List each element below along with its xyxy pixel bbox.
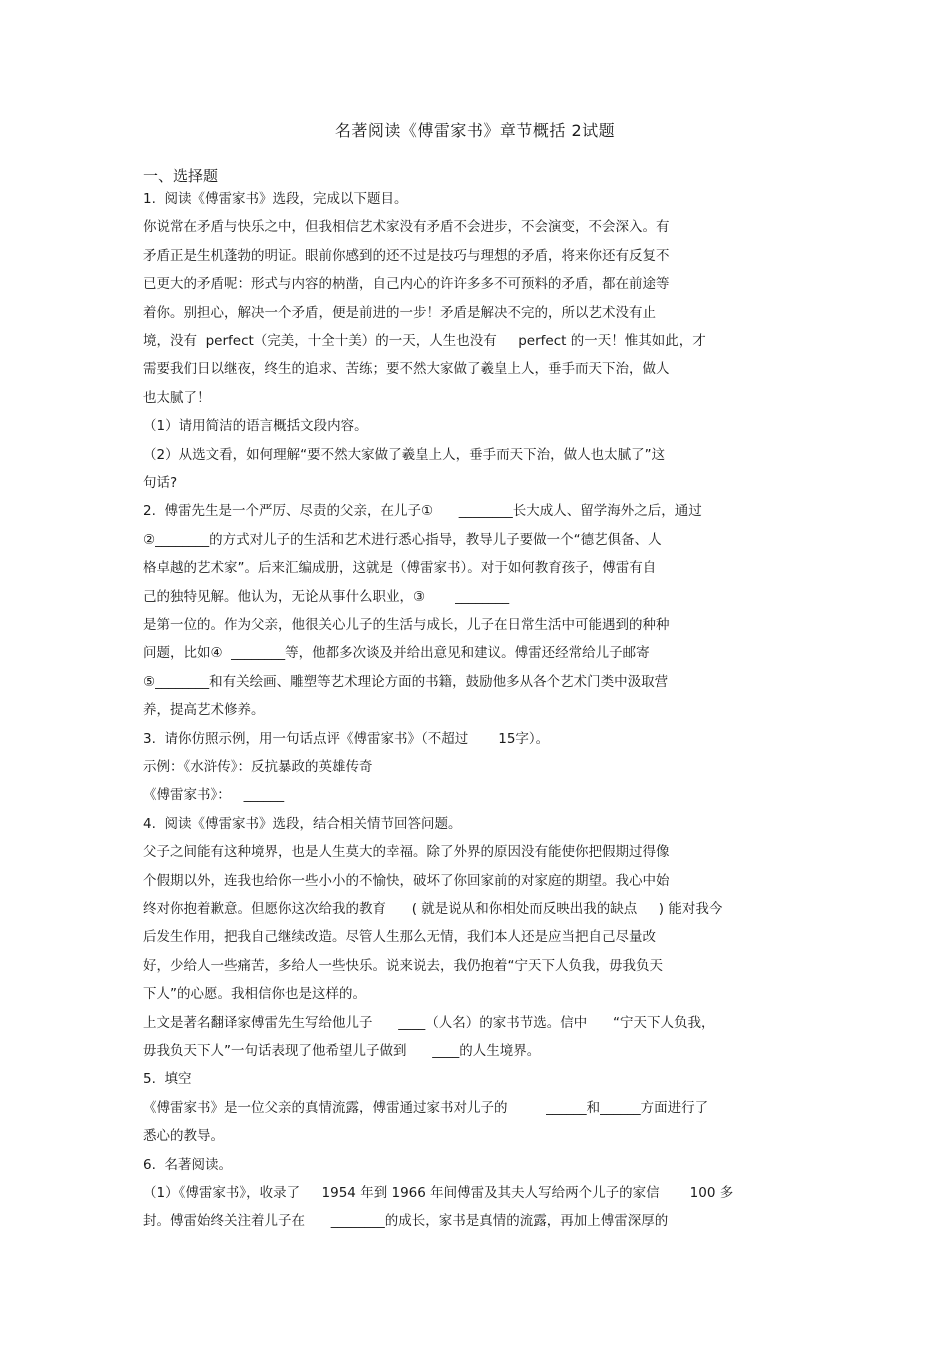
- text-line: 《傅雷家书》： ______: [143, 787, 285, 804]
- text-line: 好，少给人一些痛苦，多给人一些快乐。说来说去，我仍抱着“宁天下人负我，毋我负天: [143, 957, 663, 974]
- text-line: 终对你抱着歉意。但愿你这次给我的教育 ( 就是说从和你相处而反映出我的缺点 ) 能对我今: [143, 901, 723, 917]
- text-line: （1）《傅雷家书》，收录了 1954 年到 1966 年间傅雷及其夫人写给两个儿子的家信 100 多: [143, 1185, 734, 1201]
- section-heading: 一、选择题: [143, 167, 219, 185]
- text-line: 1. 阅读《傅雷家书》选段，完成以下题目。: [143, 191, 408, 207]
- text-line: 句话?: [143, 475, 178, 491]
- text-line: 下人”的心愿。我相信你也是这样的。: [143, 986, 366, 1003]
- text-line: 后发生作用，把我自己继续改造。尽管人生那么无情，我们本人还是应当把自己尽量改: [143, 929, 656, 946]
- text-line: 悉心的教导。: [143, 1128, 224, 1145]
- text-line: 示例：《水浒传》：反抗暴政的英雄传奇: [143, 759, 373, 775]
- page-title: 名著阅读《傅雷家书》章节概括 2试题: [334, 121, 616, 140]
- text-line: 2. 傅雷先生是一个严厉、尽责的父亲，在儿子① ________长大成人、留学海外之后，通过: [143, 503, 702, 520]
- text-line: 境，没有 perfect（完美，十全十美）的一天，人生也没有 perfect 的一天！惟其如此，才: [143, 333, 706, 349]
- text-line: 格卓越的艺术家”。后来汇编成册，这就是（傅雷家书）。对于如何教育孩子，傅雷有自: [143, 560, 657, 577]
- text-line: 3. 请你仿照示例，用一句话点评《傅雷家书》（不超过 15字）。: [143, 730, 550, 747]
- text-line: 你说常在矛盾与快乐之中，但我相信艺术家没有矛盾不会进步，不会演变，不会深入。有: [143, 219, 670, 236]
- text-line: 《傅雷家书》是一位父亲的真情流露，傅雷通过家书对儿子的 ______和______方面进行了: [143, 1099, 709, 1116]
- text-line: 问题，比如④ ________等，他都多次谈及并给出意见和建议。傅雷还经常给儿子邮寄: [143, 645, 650, 662]
- text-line: （1）请用简洁的语言概括文段内容。: [143, 418, 368, 435]
- text-line: 毋我负天下人”一句话表现了他希望儿子做到 ____的人生境界。: [143, 1043, 541, 1059]
- text-line: 需要我们日以继夜，终生的追求、苦练；要不然大家做了羲皇上人，垂手而天下治，做人: [143, 361, 670, 378]
- text-line: 是第一位的。作为父亲，他很关心儿子的生活与成长，儿子在日常生活中可能遇到的种种: [143, 617, 670, 633]
- text-line: 也太腻了！: [143, 389, 211, 406]
- text-line: 4. 阅读《傅雷家书》选段，结合相关情节回答问题。: [143, 815, 462, 832]
- text-line: ⑤________和有关绘画、雕塑等艺术理论方面的书籍，鼓励他多从各个艺术门类中汲取营: [143, 673, 669, 690]
- text-line: 着你。别担心，解决一个矛盾，便是前进的一步！矛盾是解决不完的，所以艺术没有止: [143, 304, 656, 321]
- text-line: 已更大的矛盾呢：形式与内容的枘凿，自己内心的许许多多不可预料的矛盾，都在前途等: [143, 276, 670, 293]
- text-line: （2）从选文看，如何理解“要不然大家做了羲皇上人，垂手而天下治，做人也太腻了”这: [143, 446, 666, 463]
- text-line: 5. 填空: [143, 1071, 192, 1088]
- text-line: 己的独特见解。他认为，无论从事什么职业，③ ________: [143, 588, 510, 605]
- text-line: 父子之间能有这种境界，也是人生莫大的幸福。除了外界的原因没有能使你把假期过得像: [143, 844, 670, 861]
- text-line: 封。傅雷始终关注着儿子在 ________的成长，家书是真情的流露，再加上傅雷深厚的: [143, 1213, 669, 1230]
- text-line: ②________的方式对儿子的生活和艺术进行悉心指导，教导儿子要做一个“德艺俱备、人: [143, 531, 662, 548]
- text-line: 上文是著名翻译家傅雷先生写给他儿子 ____（人名）的家书节选。信中 “宁天下人负我，: [143, 1014, 715, 1031]
- text-line: 个假期以外，连我也给你一些小小的不愉快，破坏了你回家前的对家庭的期望。我心中始: [143, 872, 670, 889]
- text-line: 6. 名著阅读。: [143, 1156, 232, 1173]
- text-line: 养，提高艺术修养。: [143, 702, 265, 719]
- text-line: 矛盾正是生机蓬勃的明证。眼前你感到的还不过是技巧与理想的矛盾，将来你还有反复不: [143, 247, 670, 264]
